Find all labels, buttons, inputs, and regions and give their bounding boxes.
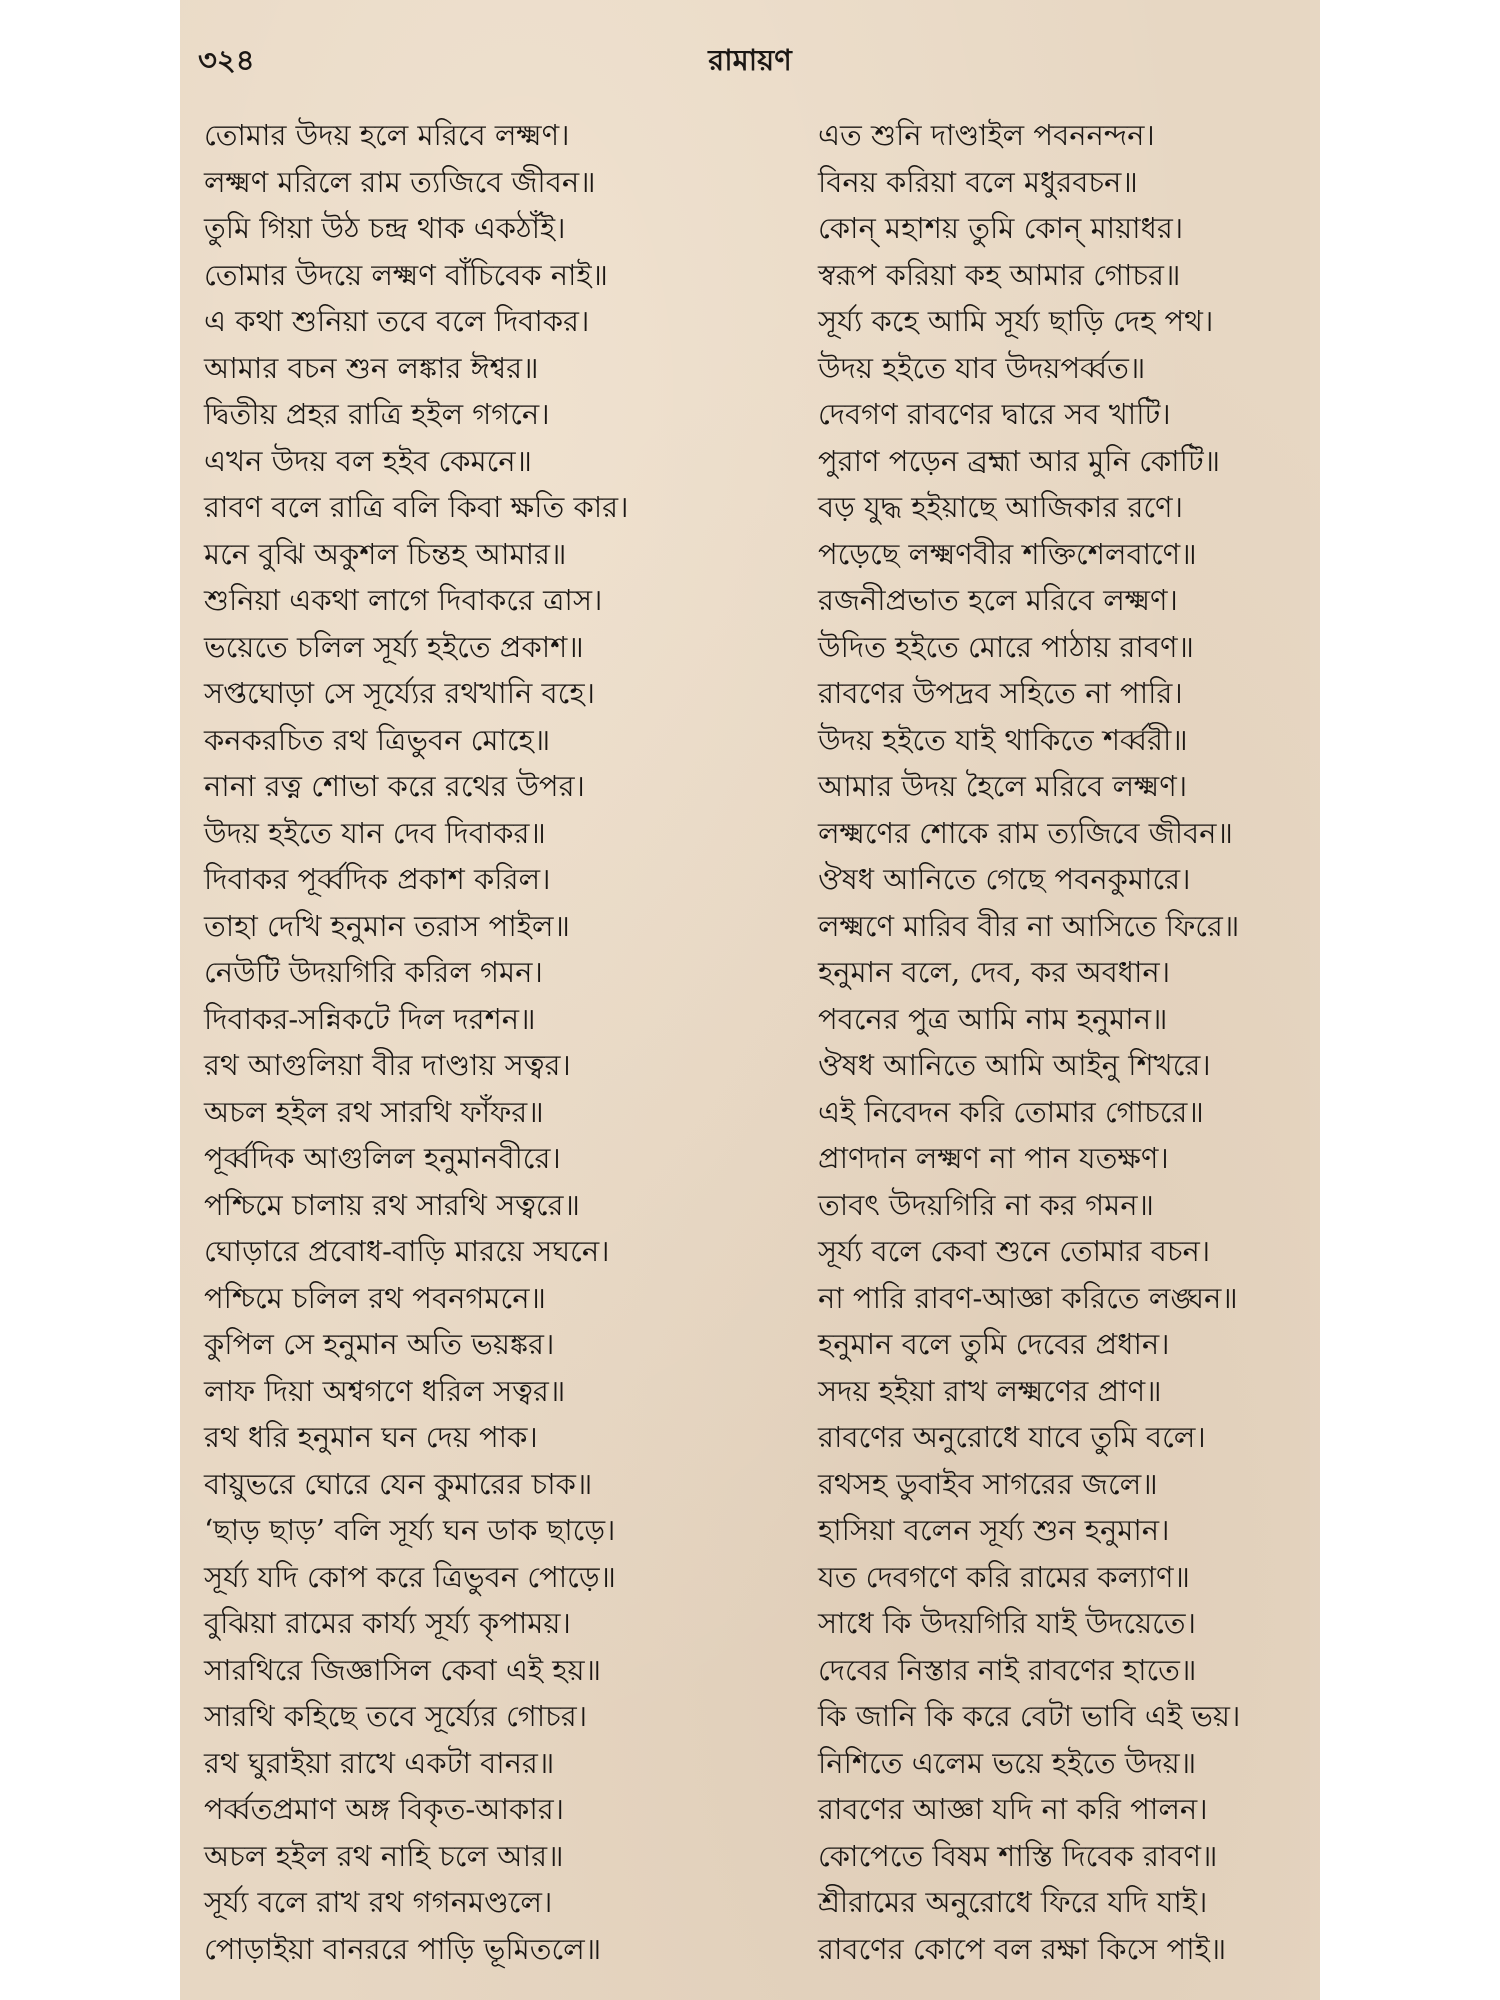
- verse-line: দিবাকর পূর্ব্বদিক প্রকাশ করিল।: [204, 862, 551, 896]
- verse-line: দ্বিতীয় প্রহর রাত্রি হইল গগনে।: [204, 397, 550, 431]
- verse-line: স্বরূপ করিয়া কহ আমার গোচর॥: [818, 257, 1181, 292]
- verse-line: পুরাণ পড়েন ব্রহ্মা আর মুনি কোটি॥: [818, 443, 1221, 478]
- verse-line: দিবাকর-সন্নিকটে দিল দরশন॥: [204, 1001, 536, 1036]
- verse-line: ভয়েতে চলিল সূর্য্য হইতে প্রকাশ॥: [204, 629, 584, 664]
- verse-line: কুপিল সে হনুমান অতি ভয়ঙ্কর।: [204, 1327, 555, 1361]
- verse-line: ‘ছাড় ছাড়’ বলি সূর্য্য ঘন ডাক ছাড়ে।: [204, 1513, 616, 1547]
- verse-line: এই নিবেদন করি তোমার গোচরে॥: [818, 1094, 1204, 1129]
- verse-line: রজনীপ্রভাত হলে মরিবে লক্ষ্মণ।: [818, 583, 1178, 617]
- verse-line: দেবগণ রাবণের দ্বারে সব খাটি।: [818, 397, 1171, 431]
- verse-line: হনুমান বলে, দেব, কর অবধান।: [818, 955, 1171, 989]
- verse-line: সারথি কহিছে তবে সূর্য্যের গোচর।: [204, 1699, 588, 1733]
- verse-line: রথসহ ডুবাইব সাগরের জলে॥: [818, 1466, 1158, 1501]
- verse-line: উদয় হইতে যাই থাকিতে শর্ব্বরী॥: [818, 722, 1188, 757]
- verse-line: সূর্য্য বলে কেবা শুনে তোমার বচন।: [818, 1234, 1211, 1268]
- verse-line: কি জানি কি করে বেটা ভাবি এই ভয়।: [818, 1699, 1241, 1733]
- right-verse-column: [818, 112, 1318, 1972]
- verse-line: না পারি রাবণ-আজ্ঞা করিতে লঙ্ঘন॥: [818, 1280, 1238, 1315]
- verse-line: ঔষধ আনিতে আমি আইনু শিখরে।: [818, 1048, 1211, 1082]
- verse-line: কোন্ মহাশয় তুমি কোন্ মায়াধর।: [818, 211, 1184, 245]
- verse-line: সাধে কি উদয়গিরি যাই উদয়েতে।: [818, 1606, 1196, 1640]
- verse-line: প্রাণদান লক্ষ্মণ না পান যতক্ষণ।: [818, 1141, 1169, 1175]
- verse-line: অচল হইল রথ নাহি চলে আর॥: [204, 1838, 564, 1873]
- verse-line: রাবণের কোপে বল রক্ষা কিসে পাই॥: [818, 1931, 1227, 1966]
- verse-line: রথ আগুলিয়া বীর দাণ্ডায় সত্বর।: [204, 1048, 571, 1082]
- verse-line: পশ্চিমে চলিল রথ পবনগমনে॥: [204, 1280, 546, 1315]
- verse-line: তোমার উদয় হলে মরিবে লক্ষ্মণ।: [204, 118, 570, 152]
- left-verse-column: [204, 112, 764, 1972]
- verse-line: লক্ষ্মণের শোকে রাম ত্যজিবে জীবন॥: [818, 815, 1233, 850]
- verse-line: রাবণের আজ্ঞা যদি না করি পালন।: [818, 1792, 1208, 1826]
- verse-line: হাসিয়া বলেন সূর্য্য শুন হনুমান।: [818, 1513, 1170, 1547]
- book-page: [180, 0, 1320, 2000]
- verse-line: শ্রীরামের অনুরোধে ফিরে যদি যাই।: [818, 1885, 1208, 1919]
- verse-line: অচল হইল রথ সারথি ফাঁফর॥: [204, 1094, 544, 1129]
- verse-line: কনকরচিত রথ ত্রিভুবন মোহে॥: [204, 722, 551, 757]
- verse-line: বড় যুদ্ধ হইয়াছে আজিকার রণে।: [818, 490, 1183, 524]
- verse-line: মনে বুঝি অকুশল চিন্তহ আমার॥: [204, 536, 567, 571]
- verse-line: এখন উদয় বল হইব কেমনে॥: [204, 443, 532, 478]
- verse-line: হনুমান বলে তুমি দেবের প্রধান।: [818, 1327, 1170, 1361]
- verse-line: পর্ব্বতপ্রমাণ অঙ্গ বিকৃত-আকার।: [204, 1792, 565, 1826]
- verse-columns: [180, 112, 1320, 1982]
- verse-line: তুমি গিয়া উঠ চন্দ্র থাক একঠাঁই।: [204, 211, 566, 245]
- verse-line: উদয় হইতে যাব উদয়পর্ব্বত॥: [818, 350, 1146, 385]
- page-number: ৩২৪: [198, 43, 255, 77]
- verse-line: উদয় হইতে যান দেব দিবাকর॥: [204, 815, 546, 850]
- page-header: [180, 34, 1320, 82]
- verse-line: সদয় হইয়া রাখ লক্ষ্মণের প্রাণ॥: [818, 1373, 1162, 1408]
- verse-line: লাফ দিয়া অশ্বগণে ধরিল সত্বর॥: [204, 1373, 566, 1408]
- verse-line: তাহা দেখি হনুমান তরাস পাইল॥: [204, 908, 570, 943]
- verse-line: তাবৎ উদয়গিরি না কর গমন॥: [818, 1187, 1154, 1222]
- verse-line: পূর্ব্বদিক আগুলিল হনুমানবীরে।: [204, 1141, 561, 1175]
- verse-line: ঔষধ আনিতে গেছে পবনকুমারে।: [818, 862, 1191, 896]
- verse-line: রথ ঘুরাইয়া রাখে একটা বানর॥: [204, 1745, 555, 1780]
- verse-line: নেউটি উদয়গিরি করিল গমন।: [204, 955, 543, 989]
- verse-line: শুনিয়া একথা লাগে দিবাকরে ত্রাস।: [204, 583, 603, 617]
- verse-line: সারথিরে জিজ্ঞাসিল কেবা এই হয়॥: [204, 1652, 602, 1687]
- verse-line: তোমার উদয়ে লক্ষ্মণ বাঁচিবেক নাই॥: [204, 257, 608, 292]
- verse-line: ঘোড়ারে প্রবোধ-বাড়ি মারয়ে সঘনে।: [204, 1234, 610, 1268]
- verse-line: এ কথা শুনিয়া তবে বলে দিবাকর।: [204, 304, 590, 338]
- verse-line: যত দেবগণে করি রামের কল্যাণ॥: [818, 1559, 1190, 1594]
- verse-line: সূর্য্য যদি কোপ করে ত্রিভুবন পোড়ে॥: [204, 1559, 616, 1594]
- verse-line: নিশিতে এলেম ভয়ে হইতে উদয়॥: [818, 1745, 1197, 1780]
- verse-line: সূর্য্য কহে আমি সূর্য্য ছাড়ি দেহ পথ।: [818, 304, 1214, 338]
- verse-line: নানা রত্ন শোভা করে রথের উপর।: [204, 769, 585, 803]
- verse-line: রথ ধরি হনুমান ঘন দেয় পাক।: [204, 1420, 538, 1454]
- verse-line: দেবের নিস্তার নাই রাবণের হাতে॥: [818, 1652, 1197, 1687]
- verse-line: রাবণের অনুরোধে যাবে তুমি বলে।: [818, 1420, 1206, 1454]
- verse-line: সপ্তঘোড়া সে সূর্য্যের রথখানি বহে।: [204, 676, 595, 710]
- verse-line: পশ্চিমে চালায় রথ সারথি সত্বরে॥: [204, 1187, 580, 1222]
- verse-line: বায়ুভরে ঘোরে যেন কুমারের চাক॥: [204, 1466, 593, 1501]
- verse-line: রাবণের উপদ্রব সহিতে না পারি।: [818, 676, 1183, 710]
- verse-line: কোপেতে বিষম শাস্তি দিবেক রাবণ॥: [818, 1838, 1218, 1873]
- verse-line: আমার বচন শুন লঙ্কার ঈশ্বর॥: [204, 350, 539, 385]
- verse-line: সূর্য্য বলে রাখ রথ গগনমণ্ডলে।: [204, 1885, 553, 1919]
- running-title: রামায়ণ: [708, 43, 792, 77]
- verse-line: রাবণ বলে রাত্রি বলি কিবা ক্ষতি কার।: [204, 490, 629, 524]
- verse-line: এত শুনি দাণ্ডাইল পবননন্দন।: [818, 118, 1155, 152]
- verse-line: লক্ষ্মণে মারিব বীর না আসিতে ফিরে॥: [818, 908, 1240, 943]
- verse-line: বিনয় করিয়া বলে মধুরবচন॥: [818, 164, 1138, 199]
- verse-line: আমার উদয় হৈলে মরিবে লক্ষ্মণ।: [818, 769, 1188, 803]
- verse-line: পবনের পুত্র আমি নাম হনুমান॥: [818, 1001, 1168, 1036]
- verse-line: পোড়াইয়া বানররে পাড়ি ভূমিতলে॥: [204, 1931, 602, 1966]
- verse-line: বুঝিয়া রামের কার্য্য সূর্য্য কৃপাময়।: [204, 1606, 571, 1640]
- verse-line: উদিত হইতে মোরে পাঠায় রাবণ॥: [818, 629, 1194, 664]
- verse-line: লক্ষ্মণ মরিলে রাম ত্যজিবে জীবন॥: [204, 164, 596, 199]
- verse-line: পড়েছে লক্ষ্মণবীর শক্তিশেলবাণে॥: [818, 536, 1197, 571]
